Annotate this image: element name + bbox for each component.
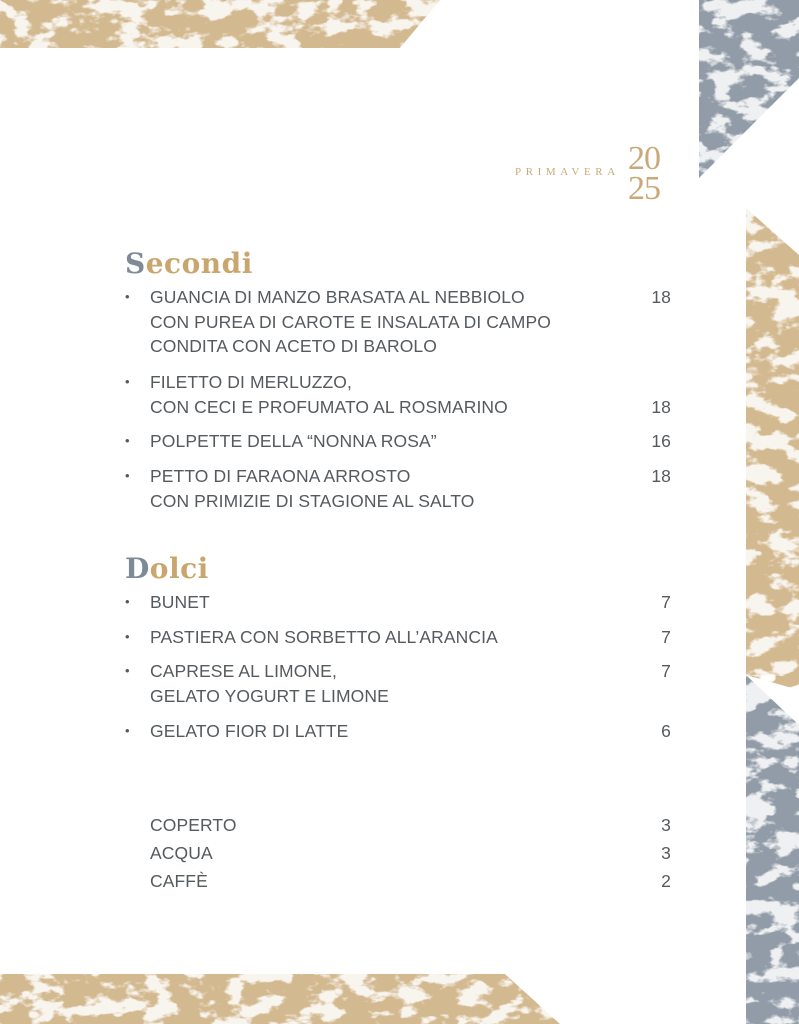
title-initial: D bbox=[125, 552, 150, 585]
slate-marble-right bbox=[746, 675, 799, 1024]
gold-marble-bottom bbox=[0, 974, 560, 1024]
menu-item bbox=[125, 429, 671, 454]
slate-marble-top-right bbox=[699, 0, 799, 178]
item-line: POLPETTE DELLA “NONNA ROSA” bbox=[150, 431, 437, 451]
bullet-icon: • bbox=[125, 374, 130, 389]
item-price: 18 bbox=[651, 396, 671, 417]
menu-item bbox=[125, 659, 671, 708]
item-line: CONDITA CON ACETO DI BAROLO bbox=[150, 336, 437, 356]
menu-item bbox=[125, 285, 671, 359]
extra-label: CAFFÈ bbox=[150, 871, 208, 891]
extra-label: ACQUA bbox=[150, 843, 213, 863]
bullet-icon: • bbox=[125, 468, 130, 483]
item-price: 7 bbox=[661, 627, 671, 647]
item-line: PETTO DI FARAONA ARROSTO bbox=[150, 466, 411, 486]
bullet-icon: • bbox=[125, 723, 130, 738]
menu-item bbox=[125, 370, 671, 419]
extra-price: 2 bbox=[661, 871, 671, 891]
menu-item bbox=[125, 625, 671, 650]
bullet-icon: • bbox=[125, 433, 130, 448]
item-price: 7 bbox=[661, 592, 671, 612]
bullet-icon: • bbox=[125, 594, 130, 609]
item-line: GELATO FIOR DI LATTE bbox=[150, 721, 349, 741]
season-label: PRIMAVERA bbox=[515, 166, 620, 178]
item-price: 6 bbox=[661, 721, 671, 741]
item-line: GUANCIA DI MANZO BRASATA AL NEBBIOLO bbox=[150, 287, 525, 307]
year-bottom: 25 bbox=[628, 170, 660, 207]
title-initial: S bbox=[125, 247, 146, 280]
section-title-dolci bbox=[125, 552, 209, 585]
title-rest: econdi bbox=[145, 247, 253, 280]
item-price: 7 bbox=[661, 661, 671, 681]
extra-item bbox=[125, 841, 671, 866]
bullet-icon: • bbox=[125, 663, 130, 678]
bullet-icon: • bbox=[125, 289, 130, 304]
extra-label: COPERTO bbox=[150, 815, 237, 835]
item-price: 18 bbox=[651, 466, 671, 486]
item-line: CON PUREA DI CAROTE E INSALATA DI CAMPO bbox=[150, 311, 551, 332]
item-line: PASTIERA CON SORBETTO ALL’ARANCIA bbox=[150, 627, 498, 647]
item-line: BUNET bbox=[150, 592, 210, 612]
menu-item bbox=[125, 464, 671, 513]
item-line: CON CECI E PROFUMATO AL ROSMARINO bbox=[150, 396, 508, 417]
item-line: GELATO YOGURT E LIMONE bbox=[150, 685, 389, 706]
extra-item bbox=[125, 869, 671, 894]
title-rest: olci bbox=[149, 552, 209, 585]
item-line: FILETTO DI MERLUZZO, bbox=[150, 372, 352, 392]
gold-marble-right bbox=[746, 208, 799, 690]
item-line: CON PRIMIZIE DI STAGIONE AL SALTO bbox=[150, 490, 475, 511]
menu-item bbox=[125, 590, 671, 615]
bullet-icon: • bbox=[125, 629, 130, 644]
menu-item bbox=[125, 719, 671, 744]
item-price: 16 bbox=[651, 431, 671, 451]
year-top: 20 bbox=[628, 140, 660, 177]
extra-price: 3 bbox=[661, 815, 671, 835]
extra-price: 3 bbox=[661, 843, 671, 863]
extra-item bbox=[125, 813, 671, 838]
gold-marble-top bbox=[0, 0, 440, 48]
item-line: CAPRESE AL LIMONE, bbox=[150, 661, 337, 681]
section-title-secondi bbox=[125, 247, 253, 280]
item-price: 18 bbox=[651, 287, 671, 307]
